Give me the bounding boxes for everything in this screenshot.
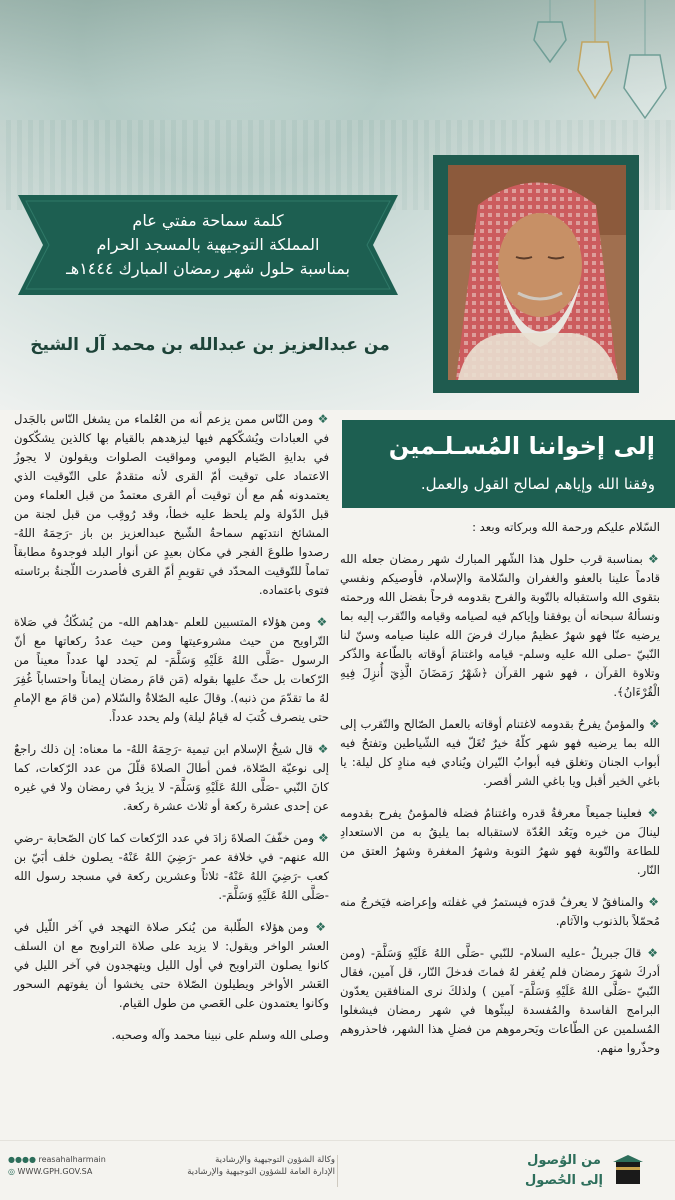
paragraph [340, 944, 660, 1058]
paragraph-text: بمناسبة قرب حلول هذا الشّهر المبارك شهر رمضان جعله الله قادماً علينا بالعفو والغفران والسّلامة والإسلام، فأوصيكم ونفسي بتقوى الله واستقباله بالتّوبة والفرح بقدومه فرحاً بفضل الله ورحمته ونسألهُ سبحانه أن يوفقنا وإياكم فيه لصيامه وقيامه والتّقرب إليه بما يرضيه عنّا فهو شهرٌ عظيمٌ مبارك فرضَ الله علينا صيامه وسنّ لنا النّبيّ -صلى الله عليه وسلم- قيامه واغتنامَ أوقاته بالطّاعة والذّكر وتلاوة القرآن ، فهو شهر القرآن ﴿شَهْرُ رَمَضَانَ الَّذِيٓ أُنزِلَ فِيهِ الْقُرْءَانُ﴾. [340, 552, 660, 699]
greeting-box [342, 420, 675, 508]
paragraph-text: فعلينا جميعاً معرفةُ قدره واغتنامُ فضله فالمؤمنُ يفرح بقدومه لينالَ من خيره ويَعُد العُدّة لاستقباله بما يليقُ به من الاستعدادِ للطاعة والتّوبة فهو شهرُ التوبة وشهرُ المغفرة وشهرُ العتق من النّار. [340, 806, 660, 877]
greeting-title: إلى إخواننا المُسـلـمين [388, 432, 655, 460]
paragraph-text: قال شيخُ الإسلام ابن تيمية -رَحِمَهُ اللهُ- ما معناه: إن ذلك راجعٌ إلى نوعيّة الصّلاة، فمن أطالَ الصلاةَ قلّلَ من عدد الرّكعات، كما كانَ النّبي -صَلَّى اللهُ عَلَيْهِ وَسَلَّمَ- لا يزيدُ في رمضان ولا في غيره عن إحدى عشرة ركعة أو ثلاث عشرة ركعة. [14, 742, 329, 813]
paragraph [340, 715, 660, 791]
paragraph-text: ومن خفّفَ الصلاةَ زادَ في عدد الرّكعات كما كان الصّحابة -رضي الله عنهم- في خلافة عمر -رَضِيَ اللهُ عَنْهُ- يصلون خلف أبَيّ بن كعب -رَضِيَ اللهُ عَنْهُ- ثلاثاً وعشرين ركعة في مسجد رسول الله -صَلَّى اللهُ عَلَيْهِ وَسَلَّمَ-. [14, 831, 329, 902]
agency-name [120, 1154, 335, 1178]
footer-slogan [525, 1151, 603, 1191]
website-text: WWW.GPH.GOV.SA [17, 1167, 93, 1176]
paragraph [14, 918, 329, 1013]
paragraph-text: والمنافقُ لا يعرفُ قدرَه فيستمرُ في غفلته وإعراضه فيَخرجُ منه مُحمّلاً بالذنوب والآثام. [340, 895, 660, 928]
paragraph-text: قالَ جبريلُ -عليه السلام- للنّبي -صَلَّى اللهُ عَلَيْهِ وَسَلَّمَ- (ومن أدركَ شهرَ رمضان فلم يُغفر لهُ فماتَ فدخلَ النّار، قل آمين، فقال النّبيّ -صَلَّى اللهُ عَلَيْهِ وَسَلَّمَ- آمين ) ولذلكَ نرى المنافقين يعدّون البرامج الفاسدة والمُفسدة ليبثّوها في شهر رمضان فيشغلوا المُسلمين عن الطّاعات ويَحرموهم من فضلِ هذا الشهر، فاحذروهم وحذّروا منهم. [340, 946, 660, 1055]
left-column [14, 410, 329, 1058]
title-line-1: كلمة سماحة مفتي عام [132, 211, 284, 230]
bullet-icon: ❖ [308, 920, 329, 934]
paragraph [14, 410, 329, 600]
title-line-2: المملكة التوجيهية بالمسجد الحرام [96, 235, 320, 254]
paragraph-text: ومن النّاس ممن يزعم أنه من العُلماء من يشغل النّاس بالجَدل في العبادات ويُشكّكهم فيها ليزهدهم بالقيام بها كالذين يشكّكون في بدايةِ الصّيام اليومي ومواقيت الصلوات ويقولون لا يجوزُ الاعتماد على توقيت أمّ القرى لأنه متقدمٌ على التّوقيت الذي يعتمدونه هُم مع أن توقيت أم القرى معتمدٌ من قبل العلماء ومن قبل الدّولة ولم يلحظ عليه خطأ، وقد رُوقِب من قبل لجنة من المشائخ انتدبَهم سماحةُ الشّيخ عبدالعزيز بن باز -رَحِمَهُ اللهُ- رصدوا طلوعَ الفجر في مكان بعيدٍ عن أنوار البلد فوجدوهُ مطابقاً تماماً للتّوقيت المحدّد في تقويمِ أمّ القرى فأصدرت اللّجنةُ برئاسته فتوى باعتماده. [14, 412, 329, 597]
social-handle[interactable] [8, 1154, 116, 1166]
portrait-illustration [448, 165, 626, 380]
handle-text: reasahalharmain [38, 1155, 106, 1164]
bullet-icon: ❖ [310, 615, 329, 629]
bullet-icon: ❖ [641, 806, 660, 820]
footer-divider [337, 1155, 338, 1187]
title-line-3: بمناسبة حلول شهر رمضان المبارك ١٤٤٤هـ [66, 259, 350, 278]
closing-line: وصلى الله وسلم على نبينا محمد وآله وصحبه. [111, 1028, 329, 1042]
salutation: السّلام عليكم ورحمة الله وبركاته وبعد : [472, 520, 660, 534]
paragraph [340, 804, 660, 880]
paragraph [340, 893, 660, 931]
right-column [340, 518, 660, 1071]
portrait-photo [448, 165, 626, 380]
footer [0, 1140, 675, 1200]
bullet-icon: ❖ [313, 742, 329, 756]
bullet-icon: ❖ [643, 895, 660, 909]
lanterns-decoration [520, 0, 670, 140]
title-text [38, 209, 378, 281]
website-link[interactable] [8, 1166, 116, 1178]
social-icons: ●●●● [8, 1155, 39, 1164]
author-name: من عبدالعزيز بن عبدالله بن محمد آل الشيخ [30, 335, 390, 355]
bullet-icon: ❖ [644, 717, 660, 731]
slogan-line-1: من الوُصول [527, 1153, 601, 1168]
paragraph-text: ومن هؤلاء الطّلبة من يُنكر صلاة التهجد في آخر اللّيل في العشر الواخر ويقول: لا يزيد على صلاة التراويح مع ان السلف كانوا يصلون التراويح في أول الليل ويتهجدون في آخر الليل في العَشر الأواخر ويطيلون الصّلاة حتى يخشوا أن يفوتهم السحور وكانوا يعتمدون على العَصي من طول القيام. [14, 920, 329, 1010]
agency-line-2: الإدارة العامة للشؤون التوجيهية والإرشادية [187, 1167, 335, 1177]
bullet-icon: ❖ [314, 831, 329, 845]
kaaba-logo-icon [611, 1153, 645, 1187]
globe-icon: ◎ [8, 1167, 18, 1176]
title-badge [18, 195, 398, 295]
paragraph-text: والمؤمنُ يفرحُ بقدومه لاغتنام أوقاته بالعمل الصّالح والتّقرب إلى الله بما يرضيه فهو شهر كلّهُ خيرٌ تُغَلّ فيه الشّياطين وتفتحُ فيه أبواب الجنان وتغلق فيه أبوابُ النّيران ويُنادي فيه منادٍ كل ليلة: يا باغي الخير أقبل ويا باغي الشر أقصر. [340, 717, 660, 788]
slogan-line-2: إلى الحُصول [525, 1173, 603, 1188]
paragraph-text: ومن هؤلاء المتسبين للعلم -هداهم الله- من يُشكّكُ في صَلاة التّراويح من حيث مشروعيتها ومن حيث عددُ ركعاتها مع أنّ الرسول -صَلَّى اللهُ عَلَيْهِ وَسَلَّمَ- لم يَحدد لها عدداً معيناً من الرّكعات بل حثّ عليها بقوله (مَن قامَ رمضان إيماناً واحتساباً غُفِرَ لهُ ما تقدّمَ من ذنبه). وقالَ عليه الصّلاةُ والسّلام (من قامَ مع الإمامِ حتى ينصرف كُتبَ له قيامُ ليلة) ولم يحدد عدداً. [14, 615, 329, 724]
greeting-subtitle: وفقنا الله وإياهم لصالح القول والعمل. [420, 475, 655, 493]
paragraph [14, 740, 329, 816]
paragraph [340, 550, 660, 702]
paragraph [14, 613, 329, 727]
bullet-icon: ❖ [641, 946, 661, 960]
social-handles [8, 1154, 116, 1178]
agency-line-1: وكالة الشؤون التوجيهية والإرشادية [215, 1155, 335, 1165]
paragraph [14, 829, 329, 905]
bullet-icon: ❖ [313, 412, 329, 426]
bullet-icon: ❖ [642, 552, 661, 566]
